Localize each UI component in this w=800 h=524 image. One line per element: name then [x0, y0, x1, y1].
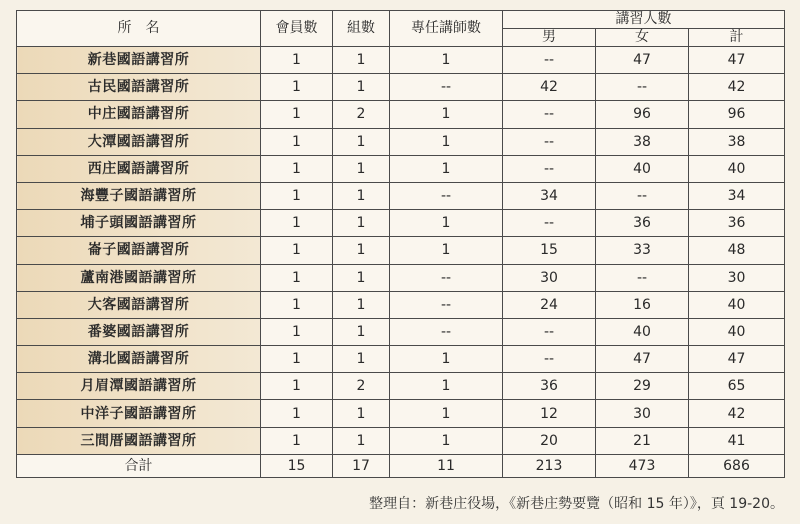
cell-members: 1 [261, 237, 333, 264]
cell-male: -- [503, 210, 596, 237]
cell-male: 34 [503, 182, 596, 209]
table-total-row [17, 454, 785, 477]
cell-groups: 2 [333, 373, 390, 400]
table-row [17, 237, 785, 264]
cell-teachers: 1 [390, 237, 503, 264]
cell-female: 29 [596, 373, 689, 400]
total-cell-male: 213 [503, 454, 596, 477]
cell-name: 月眉潭國語講習所 [17, 373, 261, 400]
cell-total: 41 [689, 427, 785, 454]
table-row [17, 346, 785, 373]
header-total: 計 [689, 29, 785, 47]
cell-teachers: 1 [390, 155, 503, 182]
cell-total: 47 [689, 346, 785, 373]
table-row [17, 373, 785, 400]
header-male: 男 [503, 29, 596, 47]
cell-groups: 1 [333, 346, 390, 373]
cell-teachers: -- [390, 74, 503, 101]
cell-total: 96 [689, 101, 785, 128]
cell-groups: 1 [333, 264, 390, 291]
table-row [17, 210, 785, 237]
cell-name: 三間厝國語講習所 [17, 427, 261, 454]
cell-total: 38 [689, 128, 785, 155]
header-female: 女 [596, 29, 689, 47]
cell-male: -- [503, 318, 596, 345]
cell-name: 大客國語講習所 [17, 291, 261, 318]
cell-members: 1 [261, 210, 333, 237]
cell-members: 1 [261, 400, 333, 427]
cell-name: 大潭國語講習所 [17, 128, 261, 155]
cell-male: -- [503, 128, 596, 155]
cell-name: 新巷國語講習所 [17, 47, 261, 74]
cell-teachers: 1 [390, 128, 503, 155]
cell-total: 42 [689, 400, 785, 427]
cell-total: 40 [689, 155, 785, 182]
table-row [17, 182, 785, 209]
cell-name: 海豐子國語講習所 [17, 182, 261, 209]
cell-members: 1 [261, 291, 333, 318]
cell-name: 西庄國語講習所 [17, 155, 261, 182]
source-note: 整理自：新巷庄役場，《新巷庄勢要覽（昭和 15 年）》，頁 19-20。 [369, 496, 784, 512]
header-learners: 講習人數 [503, 11, 785, 29]
statistics-table-container [16, 10, 784, 478]
cell-total: 40 [689, 318, 785, 345]
cell-members: 1 [261, 427, 333, 454]
header-teachers: 專任講師數 [390, 11, 503, 47]
cell-members: 1 [261, 155, 333, 182]
cell-groups: 1 [333, 182, 390, 209]
cell-male: -- [503, 346, 596, 373]
cell-teachers: 1 [390, 47, 503, 74]
cell-female: 21 [596, 427, 689, 454]
cell-members: 1 [261, 182, 333, 209]
total-cell-name: 合計 [17, 454, 261, 477]
cell-members: 1 [261, 346, 333, 373]
cell-female: 47 [596, 47, 689, 74]
table-row [17, 264, 785, 291]
cell-members: 1 [261, 47, 333, 74]
cell-teachers: -- [390, 264, 503, 291]
table-row [17, 400, 785, 427]
header-name: 所 名 [17, 11, 261, 47]
cell-female: 96 [596, 101, 689, 128]
table-row [17, 128, 785, 155]
table-row [17, 74, 785, 101]
cell-male: -- [503, 155, 596, 182]
cell-members: 1 [261, 101, 333, 128]
cell-name: 崙子國語講習所 [17, 237, 261, 264]
cell-female: 40 [596, 155, 689, 182]
total-cell-members: 15 [261, 454, 333, 477]
cell-female: -- [596, 74, 689, 101]
cell-name: 溝北國語講習所 [17, 346, 261, 373]
total-cell-total: 686 [689, 454, 785, 477]
cell-groups: 1 [333, 74, 390, 101]
cell-female: 47 [596, 346, 689, 373]
cell-name: 中庄國語講習所 [17, 101, 261, 128]
cell-male: -- [503, 47, 596, 74]
cell-total: 42 [689, 74, 785, 101]
statistics-table [16, 10, 785, 478]
cell-teachers: -- [390, 291, 503, 318]
cell-name: 番婆國語講習所 [17, 318, 261, 345]
table-row [17, 101, 785, 128]
cell-teachers: -- [390, 182, 503, 209]
cell-groups: 1 [333, 128, 390, 155]
total-cell-female: 473 [596, 454, 689, 477]
cell-female: 40 [596, 318, 689, 345]
cell-name: 中洋子國語講習所 [17, 400, 261, 427]
cell-members: 1 [261, 318, 333, 345]
cell-total: 40 [689, 291, 785, 318]
cell-teachers: 1 [390, 427, 503, 454]
cell-name: 埔子頭國語講習所 [17, 210, 261, 237]
cell-female: -- [596, 182, 689, 209]
table-row [17, 291, 785, 318]
cell-members: 1 [261, 74, 333, 101]
cell-male: 24 [503, 291, 596, 318]
cell-groups: 1 [333, 237, 390, 264]
cell-total: 48 [689, 237, 785, 264]
cell-total: 65 [689, 373, 785, 400]
cell-members: 1 [261, 373, 333, 400]
total-cell-teachers: 11 [390, 454, 503, 477]
cell-members: 1 [261, 264, 333, 291]
cell-groups: 1 [333, 155, 390, 182]
cell-groups: 1 [333, 427, 390, 454]
cell-total: 47 [689, 47, 785, 74]
table-row [17, 318, 785, 345]
cell-groups: 1 [333, 400, 390, 427]
cell-groups: 1 [333, 291, 390, 318]
cell-groups: 1 [333, 210, 390, 237]
cell-teachers: -- [390, 318, 503, 345]
cell-name: 古民國語講習所 [17, 74, 261, 101]
cell-male: 42 [503, 74, 596, 101]
table-header [17, 11, 785, 47]
cell-male: 15 [503, 237, 596, 264]
cell-female: 33 [596, 237, 689, 264]
header-members: 會員數 [261, 11, 333, 47]
header-groups: 組數 [333, 11, 390, 47]
cell-name: 蘆南港國語講習所 [17, 264, 261, 291]
cell-teachers: 1 [390, 346, 503, 373]
table-body [17, 47, 785, 478]
table-row [17, 427, 785, 454]
cell-teachers: 1 [390, 373, 503, 400]
table-row [17, 155, 785, 182]
cell-male: 20 [503, 427, 596, 454]
cell-teachers: 1 [390, 210, 503, 237]
cell-groups: 1 [333, 47, 390, 74]
cell-male: 30 [503, 264, 596, 291]
cell-female: 38 [596, 128, 689, 155]
cell-female: -- [596, 264, 689, 291]
total-cell-groups: 17 [333, 454, 390, 477]
cell-total: 34 [689, 182, 785, 209]
cell-groups: 1 [333, 318, 390, 345]
cell-female: 16 [596, 291, 689, 318]
cell-members: 1 [261, 128, 333, 155]
cell-total: 36 [689, 210, 785, 237]
cell-male: -- [503, 101, 596, 128]
cell-teachers: 1 [390, 101, 503, 128]
cell-male: 12 [503, 400, 596, 427]
cell-male: 36 [503, 373, 596, 400]
cell-female: 36 [596, 210, 689, 237]
cell-female: 30 [596, 400, 689, 427]
table-row [17, 47, 785, 74]
cell-teachers: 1 [390, 400, 503, 427]
cell-groups: 2 [333, 101, 390, 128]
cell-total: 30 [689, 264, 785, 291]
